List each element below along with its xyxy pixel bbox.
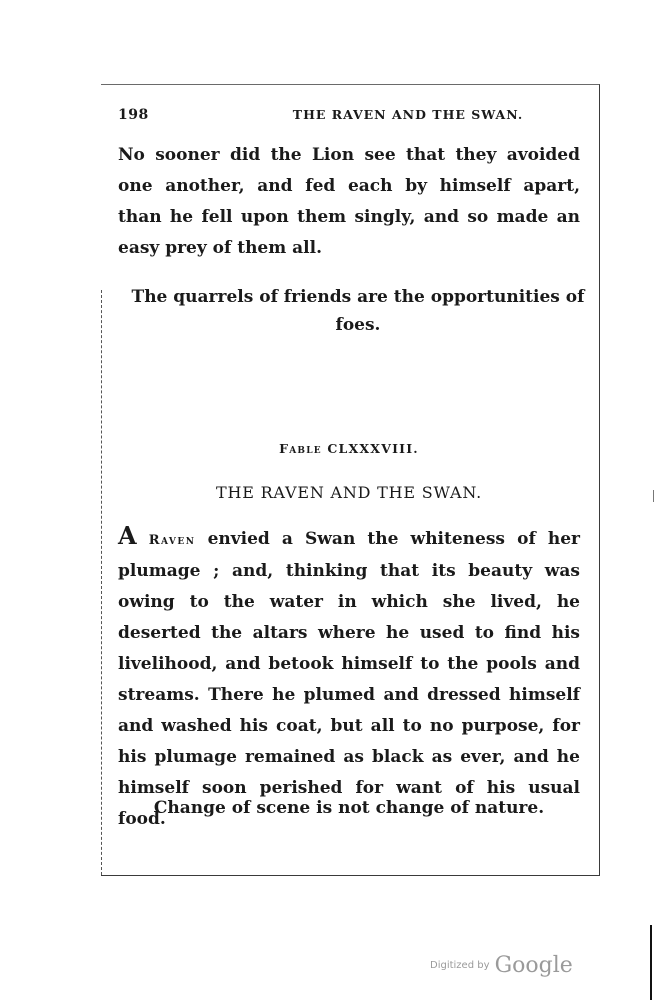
fable-body	[118, 520, 580, 835]
google-logo: Google	[494, 953, 573, 978]
page-number: 198	[118, 107, 149, 123]
paragraph-continuation: No sooner did the Lion see that they avoided one another, and fed each by himself apart, than he fell upon them singly, and so made an easy prey of them all.	[118, 145, 580, 258]
drop-cap: A	[118, 521, 137, 550]
lead-word: Raven	[148, 533, 196, 548]
fable-number: Fable CLXXXVIII.	[279, 441, 419, 456]
watermark-prefix: Digitized by	[430, 960, 490, 971]
running-head-title: THE RAVEN AND THE SWAN.	[292, 107, 524, 122]
moral-previous-fable: The quarrels of friends are the opportunities of foes.	[131, 287, 585, 335]
page-left-edge	[101, 290, 102, 875]
fable-title: THE RAVEN AND THE SWAN.	[215, 483, 482, 502]
digitized-watermark	[430, 953, 573, 978]
scan-artifact	[653, 490, 654, 502]
fable-moral: Change of scene is not change of nature.	[153, 798, 545, 818]
binding-edge-mark	[650, 925, 652, 1000]
fable-body-text: envied a Swan the whiteness of her plumage ; and, thinking that its beauty was owing to the water in which she lived, he deserted the altars where he used to find his livelihood, and betook himself to the pools and streams. There he plumed and dressed himself and washed his coat, but all to no purpose, for his plumage remained as black as ever, and he himself soon perished for want of his usual food.	[118, 529, 581, 829]
